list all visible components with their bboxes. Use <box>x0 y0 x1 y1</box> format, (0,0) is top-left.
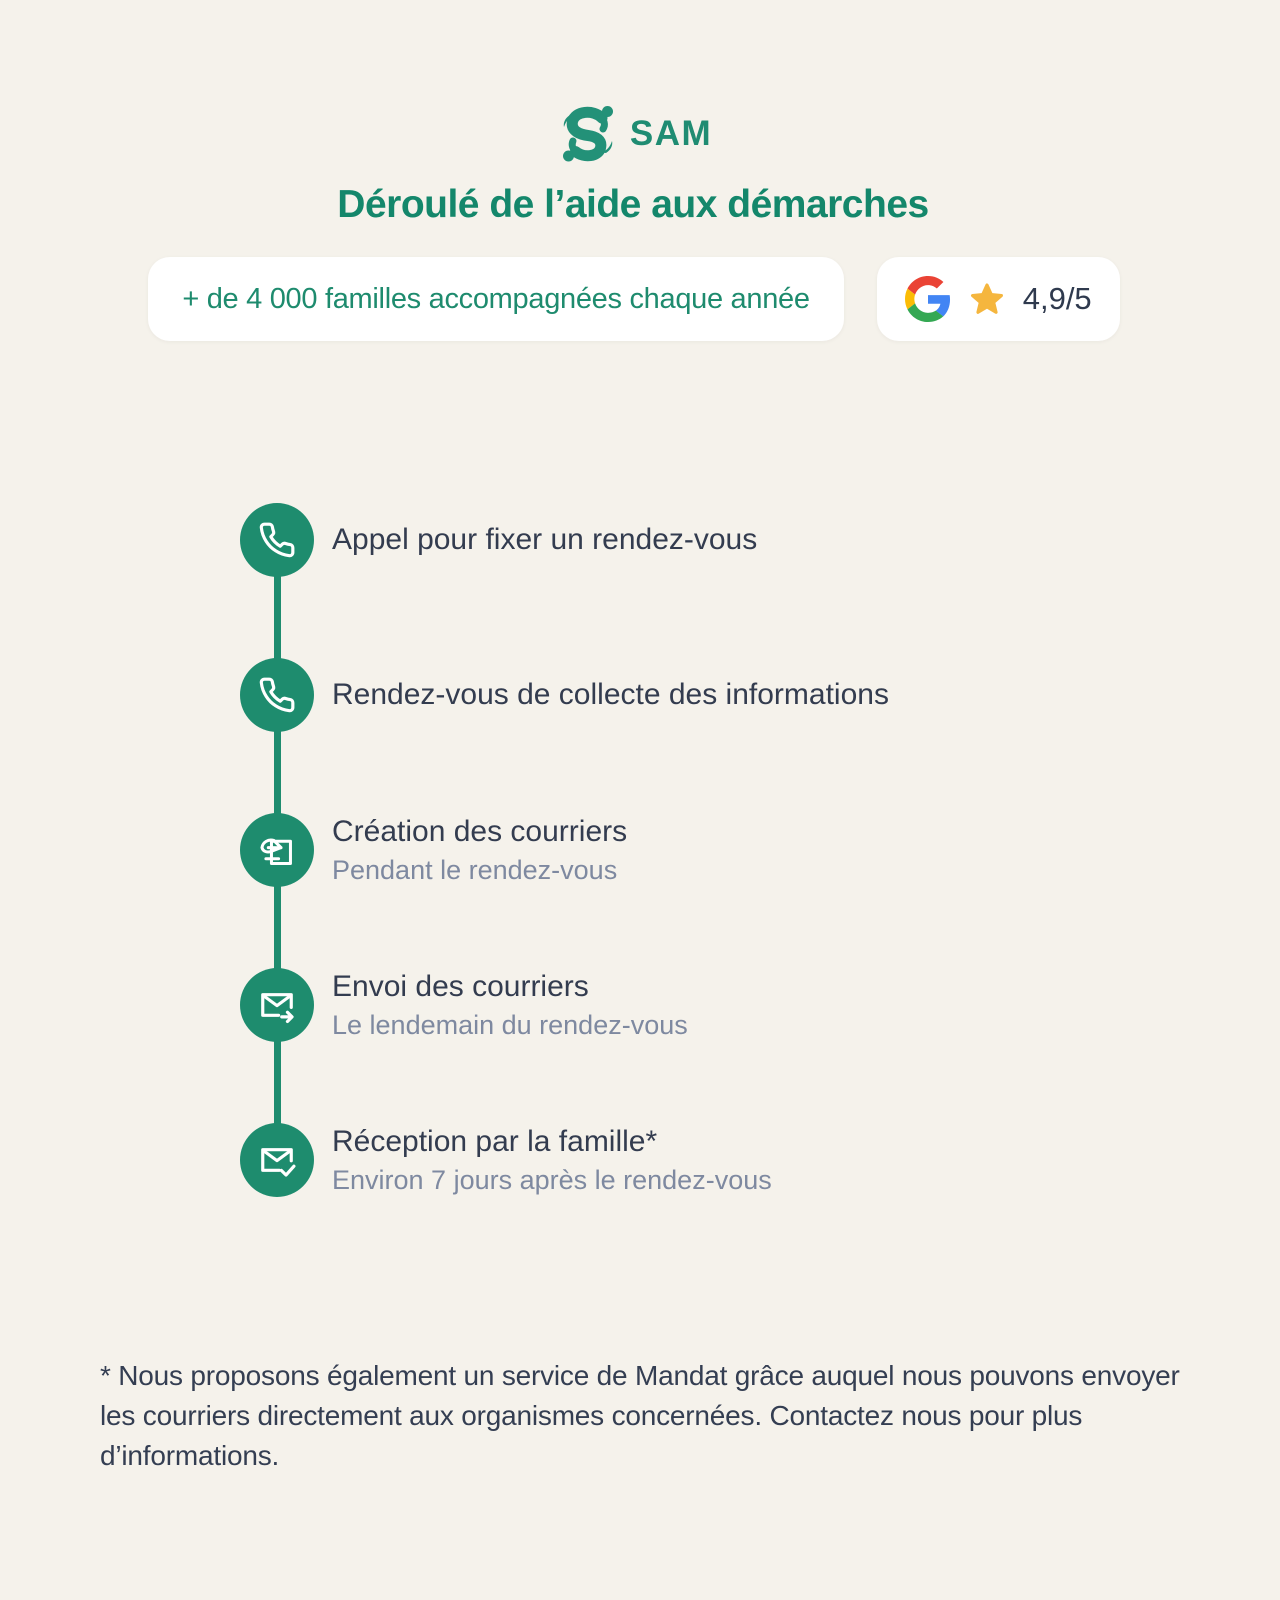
timeline-step-3 <box>240 813 1040 887</box>
step-1-circle <box>240 503 314 577</box>
google-rating-badge <box>877 257 1120 341</box>
quill-letter-icon <box>258 831 296 869</box>
mail-send-icon <box>258 986 296 1024</box>
timeline-step-1 <box>240 503 1040 577</box>
families-badge-label: + de 4 000 familles accompagnées chaque année <box>182 282 810 315</box>
step-5-circle <box>240 1123 314 1197</box>
step-subtitle: Environ 7 jours après le rendez-vous <box>332 1165 772 1195</box>
timeline-step-5 <box>240 1123 1040 1197</box>
timeline-step-2 <box>240 658 1040 732</box>
step-2-circle <box>240 658 314 732</box>
sam-swirl-s-icon <box>556 102 620 166</box>
families-badge <box>148 257 843 341</box>
step-title: Création des courriers <box>332 815 628 848</box>
footnote: * Nous proposons également un service de Mandat grâce auquel nous pouvons envoyer les courriers directement aux organismes concernées. Contactez nous pour plus d’informations. <box>100 1360 1180 1471</box>
brand-logo <box>0 102 1268 166</box>
google-g-icon <box>905 276 951 322</box>
badges-row <box>0 257 1268 341</box>
step-title: Envoi des courriers <box>332 970 589 1003</box>
step-title: Réception par la famille* <box>332 1125 658 1158</box>
step-subtitle: Le lendemain du rendez-vous <box>332 1010 688 1040</box>
rating-score: 4,9/5 <box>1022 281 1092 316</box>
step-title: Appel pour fixer un rendez-vous <box>332 523 758 556</box>
phone-icon <box>258 521 296 559</box>
process-timeline <box>240 503 1040 1197</box>
page-title: Déroulé de l’aide aux démarches <box>337 183 929 226</box>
star-icon <box>968 280 1006 318</box>
step-3-circle <box>240 813 314 887</box>
step-4-circle <box>240 968 314 1042</box>
step-subtitle: Pendant le rendez-vous <box>332 855 618 885</box>
timeline-step-4 <box>240 968 1040 1042</box>
step-title: Rendez-vous de collecte des informations <box>332 678 889 711</box>
brand-name: SAM <box>629 114 713 153</box>
mail-check-icon <box>258 1141 296 1179</box>
phone-icon <box>258 676 296 714</box>
